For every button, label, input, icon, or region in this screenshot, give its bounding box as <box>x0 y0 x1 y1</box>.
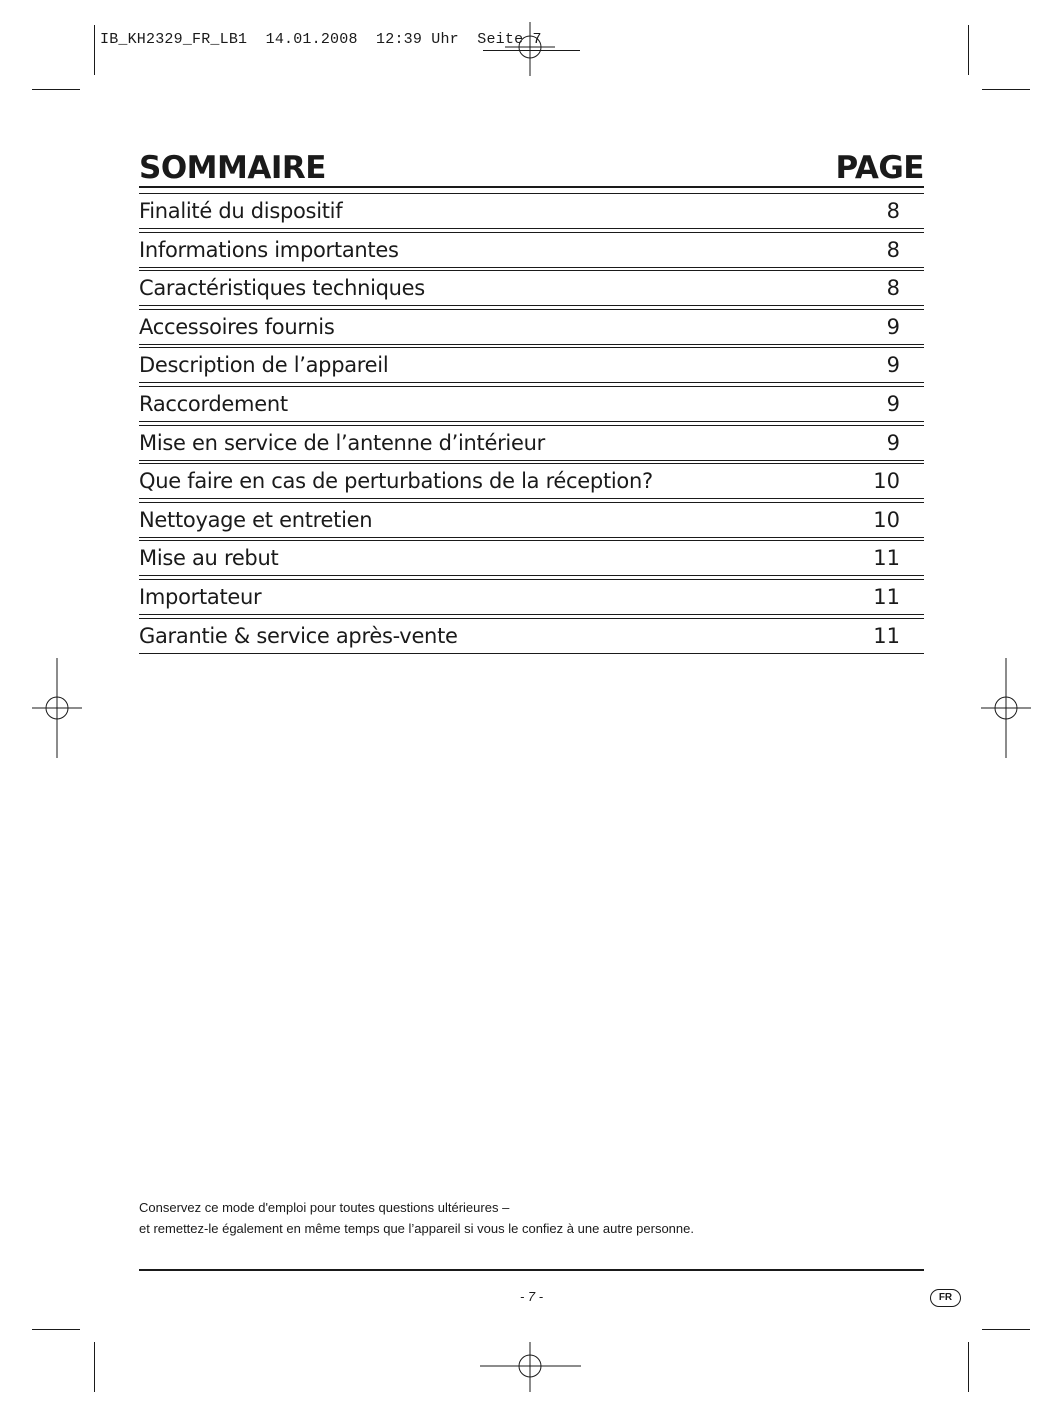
toc-entry-page: 9 <box>886 314 900 339</box>
toc-row <box>139 347 924 383</box>
toc-entry-title: Caractéristiques techniques <box>139 276 425 301</box>
toc-entry-title: Nettoyage et entretien <box>139 507 373 532</box>
toc-entry-title: Que faire en cas de perturbations de la réception? <box>139 469 653 494</box>
toc-entry-page: 8 <box>886 276 900 301</box>
registration-mark-icon <box>981 658 1031 758</box>
crop-mark-icon <box>968 1342 969 1392</box>
toc-row <box>139 502 924 538</box>
crop-mark-icon <box>94 25 95 75</box>
toc-row <box>139 270 924 306</box>
toc-entry-page: 10 <box>873 507 900 532</box>
registration-mark-icon <box>32 658 82 758</box>
toc-entry-page: 9 <box>886 430 900 455</box>
crop-mark-icon <box>982 89 1030 90</box>
toc-entry-page: 11 <box>873 546 900 571</box>
crop-mark-icon <box>32 89 80 90</box>
toc-entry-title: Finalité du dispositif <box>139 199 343 223</box>
print-slug: IB_KH2329_FR_LB1 14.01.2008 12:39 Uhr Seite 7 <box>100 31 542 48</box>
toc-entry-page: 8 <box>886 199 900 223</box>
toc-entry-page: 10 <box>873 469 900 494</box>
crop-mark-icon <box>32 1329 80 1330</box>
storage-note <box>139 1197 694 1239</box>
toc-entry-title: Accessoires fournis <box>139 314 335 339</box>
page-number: - 7 - <box>519 1289 544 1304</box>
toc-heading-page: PAGE <box>835 150 924 186</box>
toc-row <box>139 618 924 654</box>
toc-row <box>139 425 924 461</box>
crop-mark-icon <box>982 1329 1030 1330</box>
crop-mark-icon <box>94 1342 95 1392</box>
toc-row <box>139 193 924 229</box>
toc-entry-title: Garantie & service après-vente <box>139 623 458 648</box>
toc-row <box>139 540 924 576</box>
footer-rule <box>139 1269 924 1271</box>
toc-entry-page: 11 <box>873 623 900 648</box>
toc-entry-page: 9 <box>886 353 900 378</box>
table-of-contents <box>139 193 924 656</box>
crop-mark-icon <box>968 25 969 75</box>
toc-row <box>139 232 924 268</box>
toc-entry-page: 11 <box>873 584 900 609</box>
toc-entry-title: Description de l’appareil <box>139 353 389 378</box>
language-badge: FR <box>930 1289 961 1307</box>
toc-entry-title: Mise au rebut <box>139 546 279 571</box>
toc-row <box>139 463 924 499</box>
toc-heading-title: SOMMAIRE <box>139 150 326 186</box>
toc-entry-title: Informations importantes <box>139 237 399 262</box>
toc-heading <box>139 148 924 186</box>
toc-row <box>139 386 924 422</box>
toc-row <box>139 579 924 615</box>
toc-row <box>139 309 924 345</box>
registration-mark-icon <box>480 1342 581 1392</box>
registration-mark-icon <box>505 22 555 76</box>
toc-entry-title: Importateur <box>139 584 262 609</box>
storage-note-line: Conservez ce mode d'emploi pour toutes questions ultérieures – <box>139 1200 510 1215</box>
toc-entry-title: Mise en service de l’antenne d’intérieur <box>139 430 545 455</box>
storage-note-line: et remettez-le également en même temps que l’appareil si vous le confiez à une autre personne. <box>139 1221 694 1236</box>
toc-entry-title: Raccordement <box>139 391 288 416</box>
toc-entry-page: 9 <box>886 391 900 416</box>
heading-rule <box>139 186 924 188</box>
toc-entry-page: 8 <box>886 237 900 262</box>
